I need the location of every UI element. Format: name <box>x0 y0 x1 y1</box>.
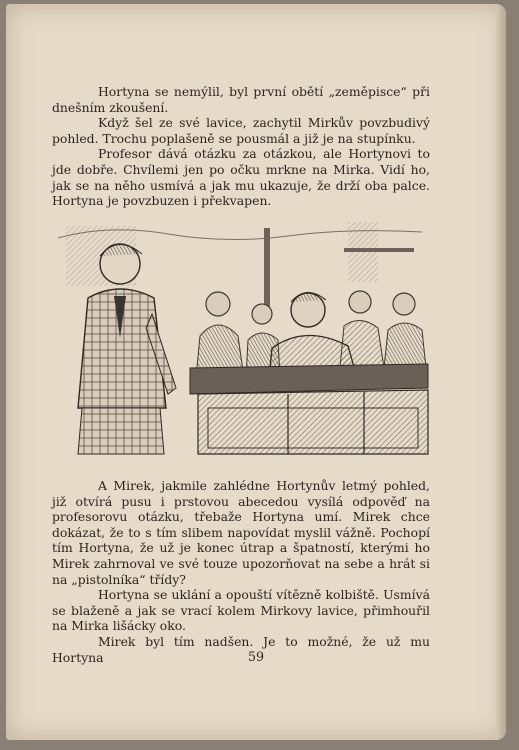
paragraph: Když šel ze své lavice, zachytil Mirkův povzbudivý pohled. Trochu poplašeně se pousmál a již je na stupínku. <box>52 115 430 146</box>
paragraph: Profesor dává otázku za otázkou, ale Hortynovi to jde dobře. Chvílemi jen po očku mrkne na Mirka. Vidí ho, jak se na něho usmívá a jak mu ukazuje, že drží oba palce. Hortyna je povzbuzen i překvapen. <box>52 146 430 209</box>
paragraph: A Mirek, jakmile zahlédne Hortynův letmý pohled, již otvírá pusu i prstovou abecedou vysílá odpověď na profesorovu otázku, třebaže Hortyna umí. Mirek chce dokázat, že to s tím slibem napovídat myslil vážně. Pochopí tím Hortyna, že už je konec útrap a špatností, kterými ho Mirek zahrnoval ve své touze upozorňovat na sebe a hrát si na „pistolníka“ třídy? <box>52 478 430 587</box>
paragraph: Mirek byl tím nadšen. Je to možné, že už mu Hortyna <box>52 633 430 665</box>
classroom-illustration <box>48 218 432 458</box>
bottom-text-block <box>52 478 430 665</box>
book-page <box>6 4 506 740</box>
top-text-block <box>52 84 430 209</box>
page-number: 59 <box>247 649 265 664</box>
paragraph: Hortyna se uklání a opouští vítězně kolbiště. Usmívá se blaženě a jak se vrací kolem Mirkovy lavice, přimhouřil na Mirka lišácky oko. <box>52 587 430 634</box>
page-edge <box>496 4 506 740</box>
paragraph: Hortyna se nemýlil, byl první obětí „zeměpisce“ při dnešním zkoušení. <box>52 84 430 115</box>
